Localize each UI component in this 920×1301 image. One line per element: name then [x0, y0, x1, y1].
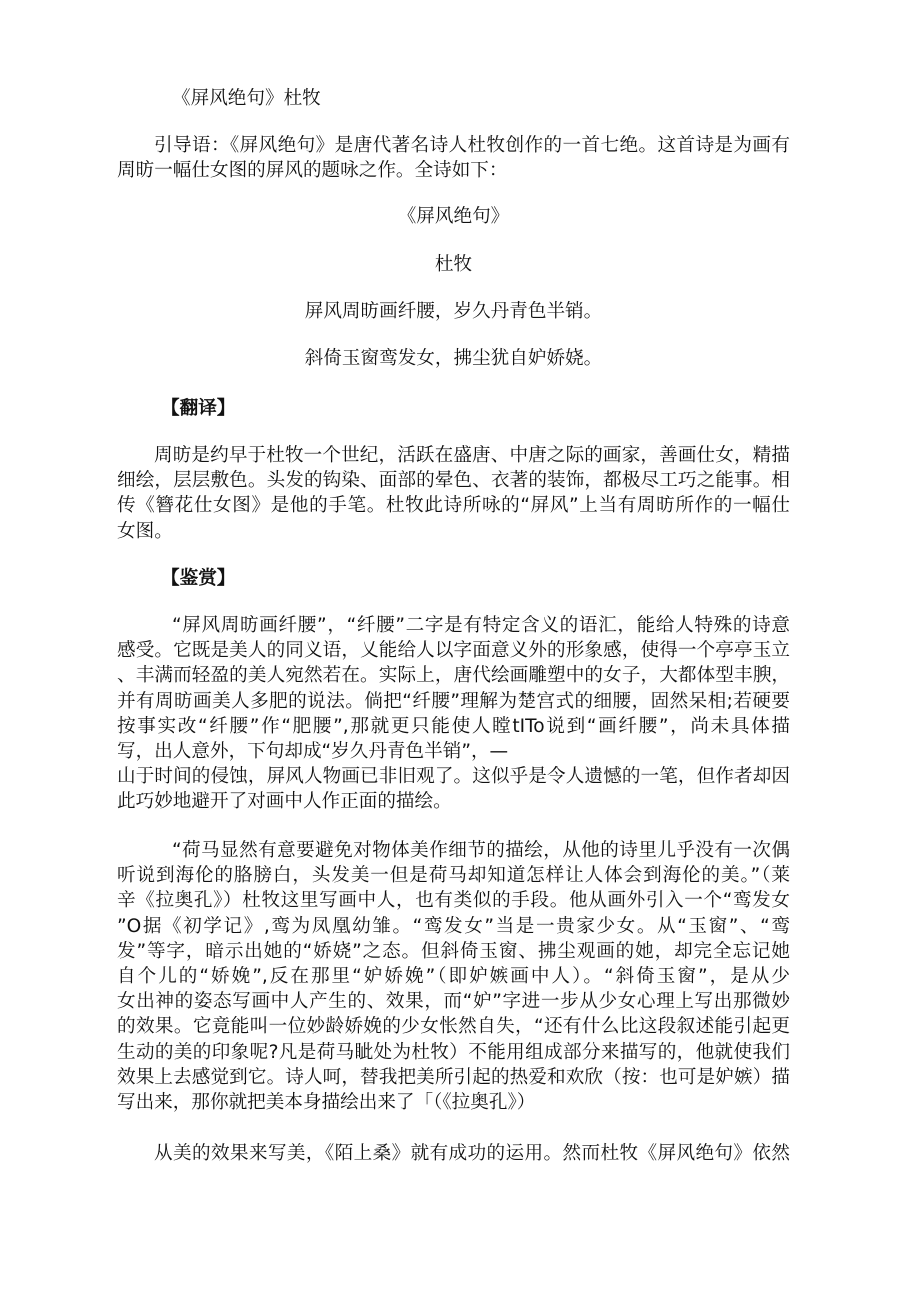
translation-paragraph: [117, 443, 790, 544]
text-line: “荷马显然有意要避免对物体美作细节的描绘，从他的诗里儿乎没有一次偶: [172, 840, 790, 861]
poem-title: 《屏风绝句》: [397, 206, 510, 227]
text-line: 写出来，那你就把美本身描绘出来了「（《拉奥孔》）: [117, 1091, 536, 1113]
text-line: 并有周昉画美人多肥的说法。倘把“纤腰”理解为楚宫式的细腰，固然呆相;若硬要: [117, 690, 790, 712]
text-line: 生动的美的印象呢?凡是荷马眦处为杜牧）不能用组成部分来描写的，他就使我们: [117, 1041, 790, 1063]
text-line: “屏风周昉画纤腰”，“纤腰”二字是有特定含义的语汇，能给人特殊的诗意: [172, 615, 790, 636]
text-line: 按事实改“纤腰”作“肥腰”,那就更只能使人瞠tITo说到“画纤腰”，尚未具体描: [117, 715, 790, 737]
text-line: 女图。: [117, 520, 173, 542]
appreciation-heading: [117, 566, 790, 591]
intro-paragraph: [117, 133, 790, 183]
document-title: [117, 86, 790, 111]
title-text: 《屏风绝句》杜牧: [172, 88, 321, 109]
poem: [117, 204, 790, 371]
text-line: 写，出人意外，下句却成“岁久丹青色半销”，—: [117, 740, 509, 762]
text-line: 辛《拉奥孔》）杜牧这里写画中人，也有类似的手段。他从画外引入一个“鸾发女: [117, 890, 790, 912]
text-line: 引导语：《屏风绝句》是唐代著名诗人杜牧创作的一首七绝。这首诗是为画有: [154, 135, 790, 156]
text-line: 传《簪花仕女图》是他的手笔。杜牧此诗所咏的“屏风”上当有周昉所作的一幅仕: [117, 495, 790, 517]
text-line: 周昉是约早于杜牧一个世纪，活跃在盛唐、中唐之际的画家，善画仕女，精描: [154, 445, 790, 466]
text-line: 细绘，层层敷色。头发的钩染、面部的晕色、衣著的装饰，都极尽工巧之能事。相: [117, 470, 790, 492]
text-line: ”O据《初学记》,鸾为凤凰幼雏。“鸾发女”当是一贵家少女。从“玉窗”、“鸾: [117, 915, 790, 937]
text-line: 此巧妙地避开了对画中人作正面的描绘。: [117, 791, 452, 813]
body-paragraph: [117, 838, 790, 1115]
text-line: 女出神的姿态写画中人产生的、效果，而“妒”字进一步从少女心理上写出那微妙: [117, 991, 790, 1013]
text-line: 、丰满而轻盈的美人宛然若在。实际上，唐代绘画雕塑中的女子，大都体型丰腴，: [117, 665, 790, 687]
poem-line: 屏风周昉画纤腰，岁久丹青色半销。: [304, 301, 603, 323]
heading-text: 【鉴赏】: [161, 568, 236, 589]
poem-line: 斜倚玉窗鸾发女，拂尘犹自妒娇娆。: [304, 347, 603, 369]
translation-heading: [117, 396, 790, 421]
text-line: 效果上去感觉到它。诗人呵，替我把美所引起的热爱和欢欣（按：也可是妒嫉）描: [117, 1066, 790, 1088]
text-line: 山于时间的侵蚀，屏风人物画已非旧观了。这似乎是令人遗憾的一笔，但作者却因: [117, 766, 790, 788]
text-line: 发”等字，暗示出她的“娇娆”之态。但斜倚玉窗、拂尘观画的她，却完全忘记她: [117, 940, 790, 962]
text-line: 周昉一幅仕女图的屏风的题咏之作。全诗如下：: [117, 160, 508, 182]
text-line: 听说到海伦的胳膀白，头发美一但是荷马却知道怎样让人体会到海伦的美。”（莱: [117, 865, 790, 887]
body-paragraph: [117, 1141, 790, 1166]
heading-text: 【翻译】: [161, 398, 236, 419]
text-line: 的效果。它竟能叫一位妙龄娇娩的少女怅然自失，“还有什么比这段叙述能引起更: [117, 1016, 790, 1038]
text-line: 感受。它既是美人的同义语，乂能给人以字面意义外的形象感，使得一个亭亭玉立: [117, 640, 790, 662]
poem-author: 杜牧: [434, 254, 473, 276]
text-line: 自个儿的“娇娩”,反在那里“妒娇娩”（即妒嫉画中人）。“斜倚玉窗”，是从少: [117, 965, 790, 987]
body-paragraph: [117, 613, 790, 815]
text-line: 从美的效果来写美，《陌上桑》就有成功的运用。然而杜牧《屏风绝句》依然: [154, 1143, 790, 1164]
